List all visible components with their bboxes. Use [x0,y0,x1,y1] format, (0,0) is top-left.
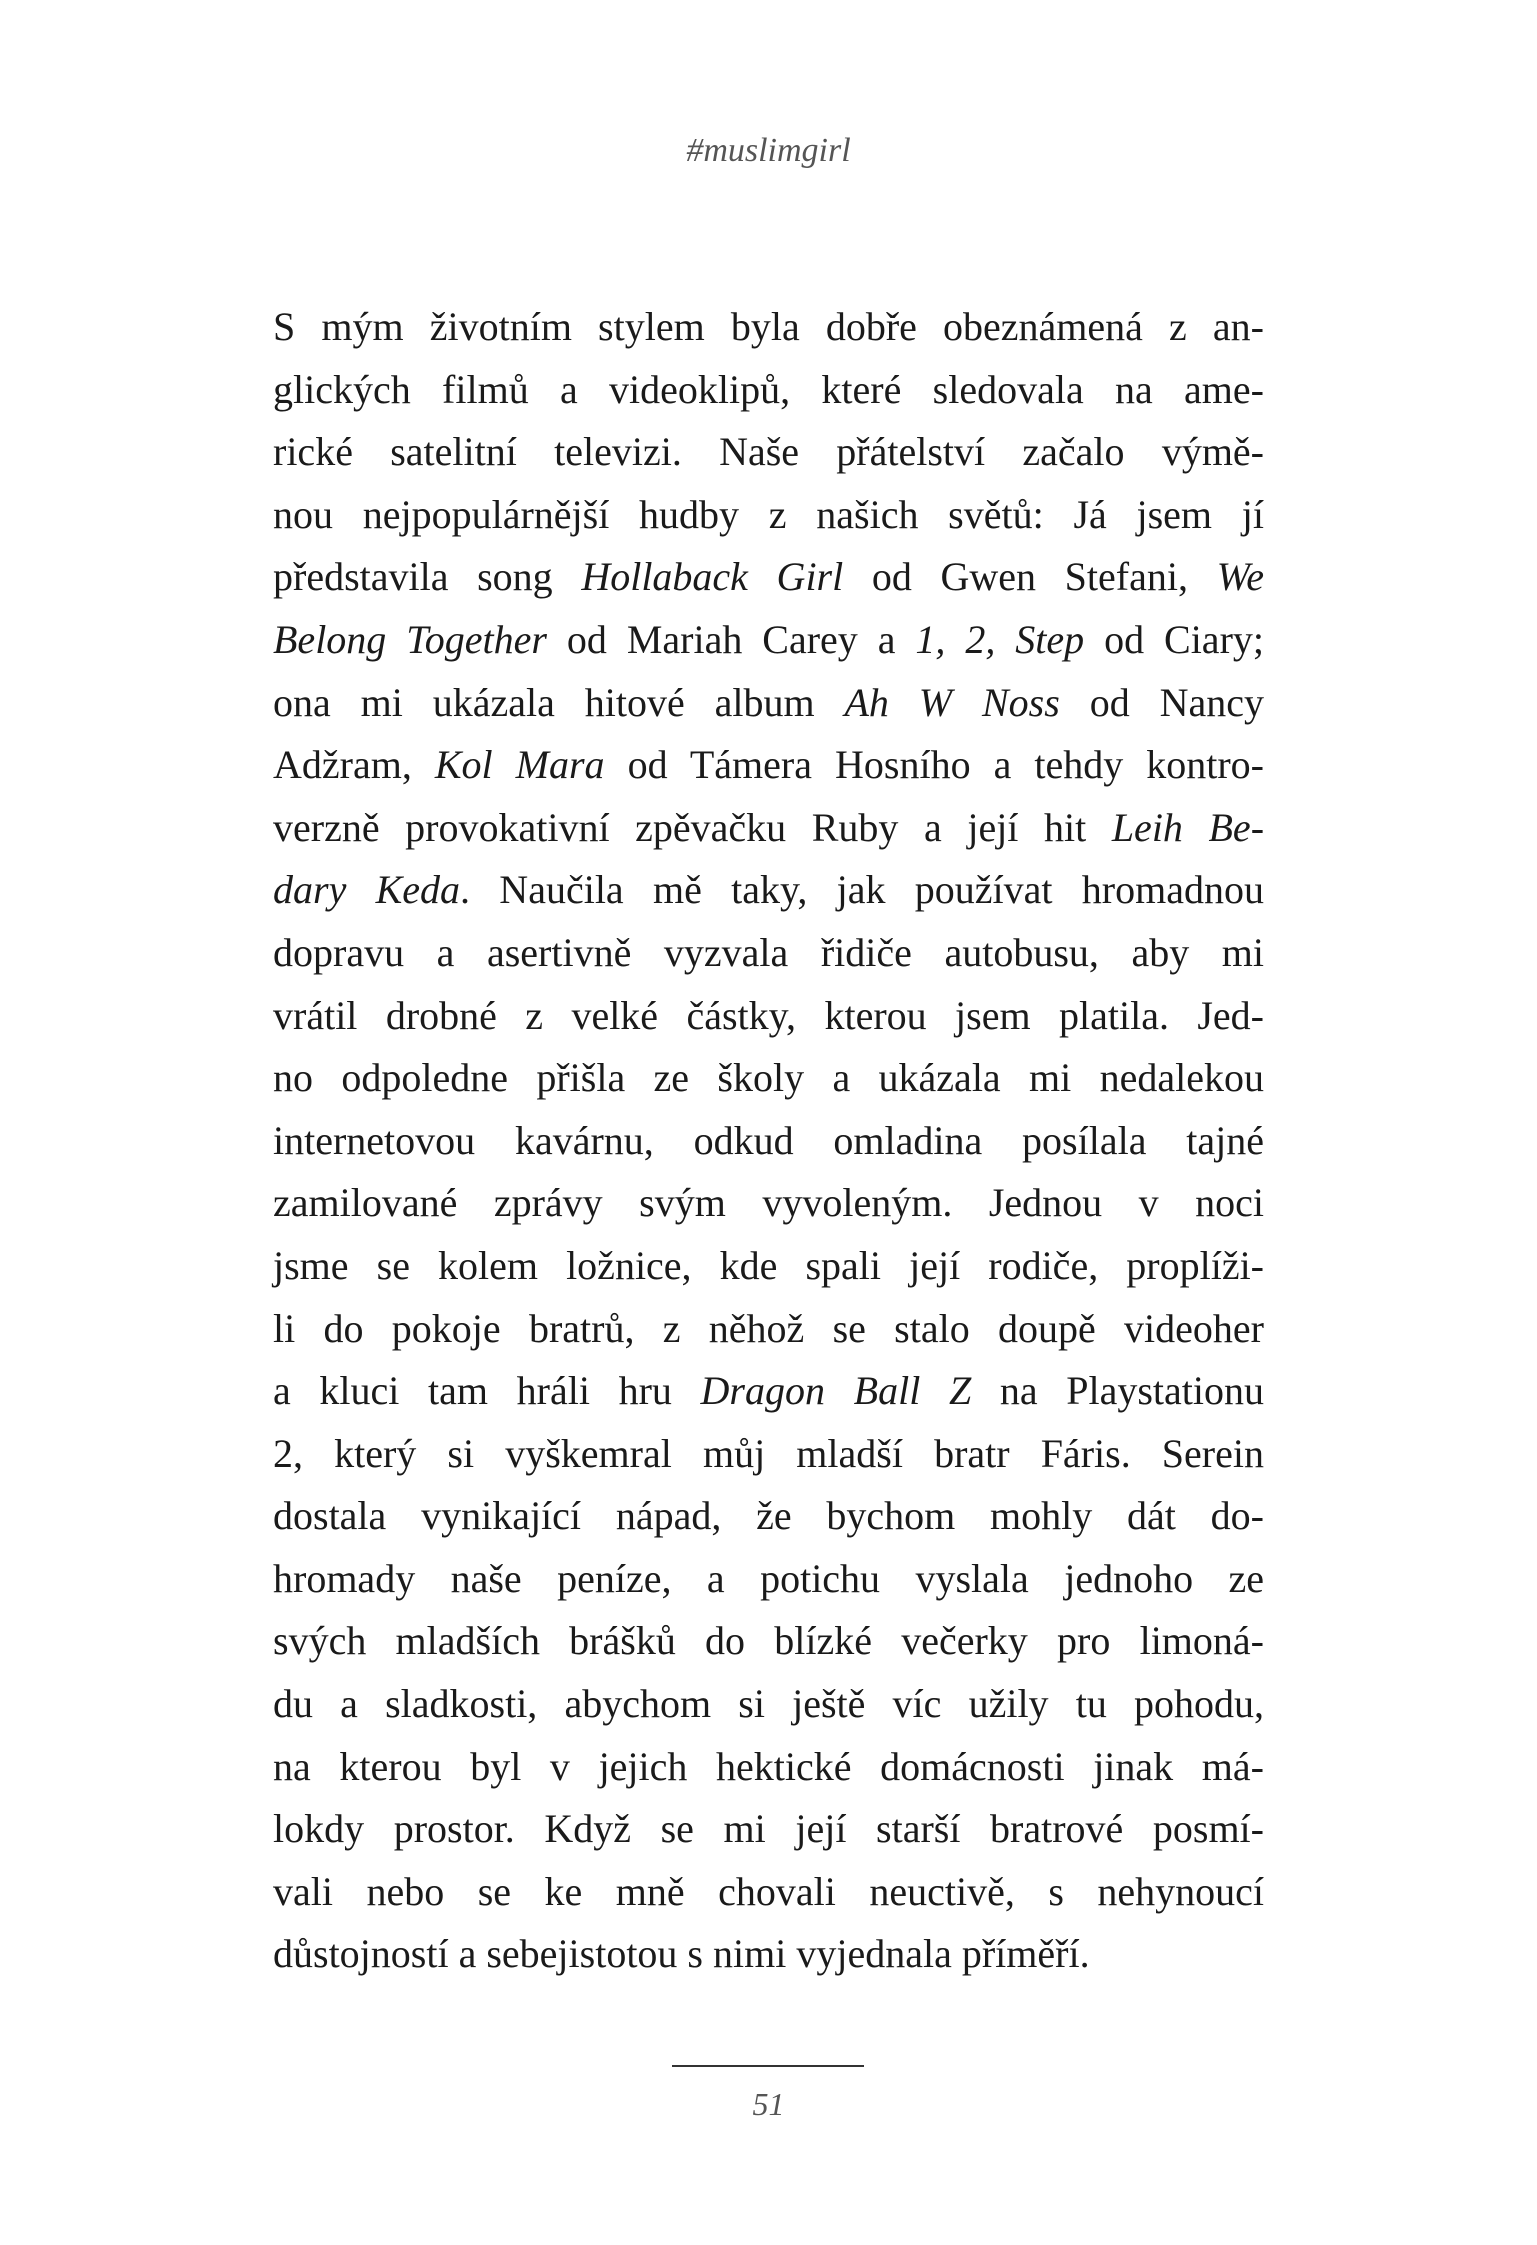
text-segment: vali nebo se ke mně chovali neuctivě, s nehynoucí [273,1868,1264,1914]
text-line [273,1798,1264,1861]
text-line [273,1923,1264,1986]
text-segment: zamilované zprávy svým vyvoleným. Jednou v noci [273,1180,1264,1226]
text-segment: dostala vynikající nápad, že bychom mohly dát do- [273,1493,1264,1539]
text-segment: na kterou byl v jejich hektické domácnosti jinak má- [273,1743,1264,1789]
text-line [273,359,1264,422]
text-line [273,797,1264,860]
page-number: 51 [752,2086,785,2122]
text-segment: verzně provokativní zpěvačku Ruby a její hit [273,804,1112,850]
text-segment: svých mladších brášků do blízké večerky pro limoná- [273,1618,1264,1664]
text-segment: lokdy prostor. Když se mi její starší bratrové posmí- [273,1806,1264,1852]
text-line [273,922,1264,985]
text-line [273,1298,1264,1361]
text-line [273,421,1264,484]
text-line [273,609,1264,672]
text-line [273,1172,1264,1235]
body-paragraph [273,296,1264,1986]
text-segment: od Nancy [1059,679,1264,725]
text-line [273,1736,1264,1799]
text-segment: představila song [273,554,582,600]
text-segment: nou nejpopulárnější hudby z našich světů: Já jsem jí [273,491,1264,537]
text-segment: S mým životním stylem byla dobře obeznámená z an- [273,304,1264,349]
text-segment: no odpoledne přišla ze školy a ukázala mi nedalekou [273,1055,1264,1101]
text-segment: od Mariah Carey a [547,616,916,662]
text-line [273,1360,1264,1423]
text-segment: glických filmů a videoklipů, které sledovala na ame- [273,366,1264,412]
text-segment: hromady naše peníze, a potichu vyslala jednoho ze [273,1555,1264,1601]
text-line [273,859,1264,922]
footer-rule [672,2065,864,2067]
italic-title: Hollaback Girl [581,554,844,600]
text-segment: 2, který si vyškemral můj mladší bratr Fáris. Serein [273,1430,1264,1476]
italic-title: dary Keda [273,867,461,913]
text-segment: důstojností a sebejistotou s nimi vyjednala příměří. [273,1931,1090,1977]
text-line [273,1423,1264,1486]
text-line [273,1110,1264,1173]
text-line [273,985,1264,1048]
italic-title: Dragon Ball Z [700,1368,972,1414]
running-head: #muslimgirl [686,132,851,169]
text-line [273,1861,1264,1924]
italic-title: Belong Together [273,616,547,662]
text-line [273,1610,1264,1673]
text-segment: internetovou kavárnu, odkud omladina posílala tajné [273,1117,1264,1163]
text-segment: ona mi ukázala hitové album [273,679,845,725]
text-segment: jsme se kolem ložnice, kde spali její rodiče, proplíži- [273,1242,1264,1288]
italic-title: Leih Be- [1111,804,1265,850]
text-line [273,484,1264,547]
text-segment: vrátil drobné z velké částky, kterou jsem platila. Jed- [273,992,1264,1038]
text-line [273,1673,1264,1736]
text-segment: Adžram, [273,742,435,788]
italic-title: Ah W Noss [844,679,1060,725]
text-line [273,672,1264,735]
text-segment: rické satelitní televizi. Naše přátelství začalo výmě- [273,429,1264,475]
text-line [273,1548,1264,1611]
text-line [273,546,1264,609]
italic-title: We [1216,554,1264,600]
text-segment: od Ciary; [1084,616,1264,662]
italic-title: 1, 2, Step [915,616,1085,662]
italic-title: Kol Mara [434,742,605,788]
text-segment: na Playstationu [971,1368,1264,1414]
text-line [273,1235,1264,1298]
text-segment: . Naučila mě taky, jak používat hromadnou [460,867,1264,913]
text-segment: dopravu a asertivně vyzvala řidiče autobusu, aby mi [273,929,1264,975]
text-segment: du a sladkosti, abychom si ještě víc užily tu pohodu, [273,1681,1264,1727]
text-segment: a kluci tam hráli hru [273,1368,701,1414]
text-segment: od Gwen Stefani, [843,554,1217,600]
text-line [273,734,1264,797]
text-line [273,1485,1264,1548]
text-segment: li do pokoje bratrů, z něhož se stalo doupě videoher [273,1305,1264,1351]
text-segment: od Támera Hosního a tehdy kontro- [604,742,1264,788]
text-line [273,296,1264,359]
text-line [273,1047,1264,1110]
